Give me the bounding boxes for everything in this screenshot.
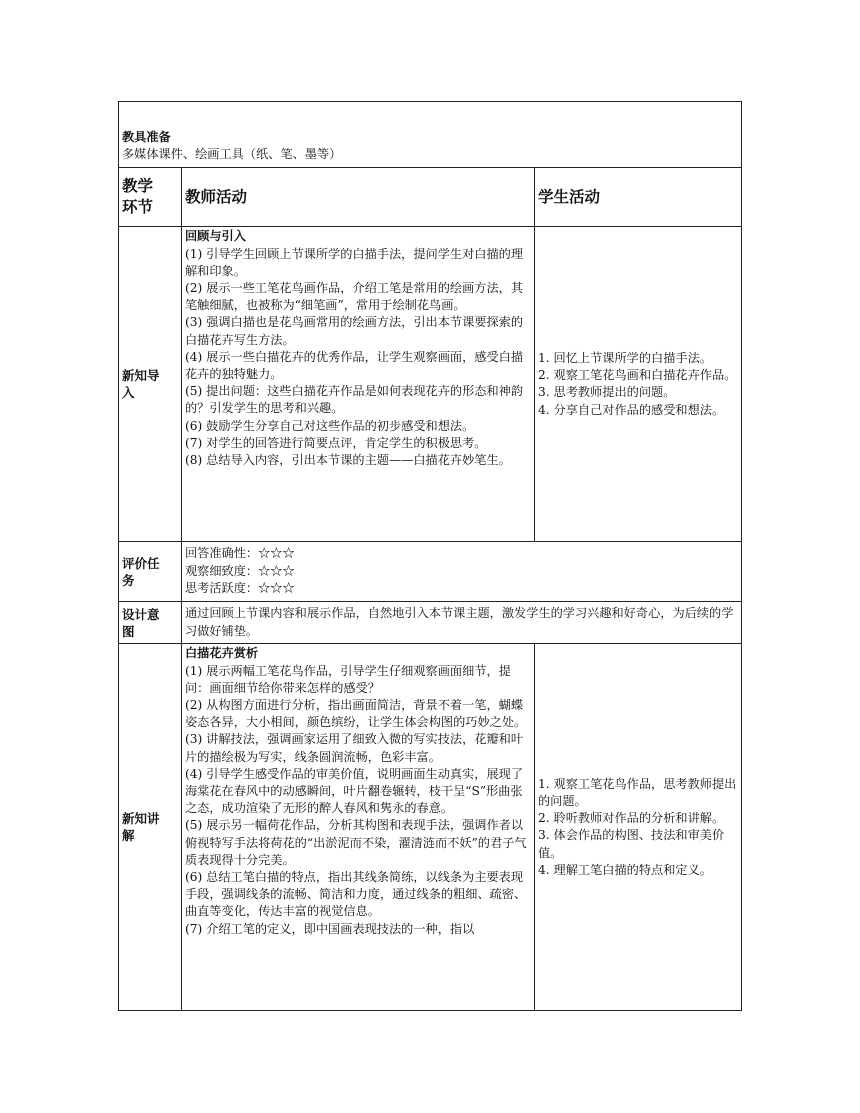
section1-teacher-item: (8) 总结导入内容，引出本节课的主题——白描花卉妙笔生。 [185,453,511,468]
section1-teacher-item: (3) 强调白描也是花鸟画常用的绘画方法，引出本节课要探索的白描花卉写生方法。 [185,315,524,347]
section2-teacher-item: (2) 从构图方面进行分析，指出画面简洁，背景不着一笔，蝴蝶姿态各异，大小相间，颜色缤纷，让学生体会构图的巧妙之处。 [185,698,527,730]
header-stage [119,168,182,227]
section1-student-cell [535,227,742,542]
section1-teacher-item: (7) 对学生的回答进行简要点评，肯定学生的积极思考。 [185,435,487,450]
evaluation-item: 回答准确性：☆☆☆ [185,546,295,561]
section2-student-item: 4. 理解工笔白描的特点和定义。 [538,862,712,877]
section1-student-item: 1. 回忆上节课所学的白描手法。 [538,351,712,365]
section1-teacher-item: (2) 展示一些工笔花鸟画作品，介绍工笔是常用的绘画方法，其笔触细腻，也被称为“细笔画”，常用于绘制花鸟画。 [185,281,524,313]
evaluation-stage-label: 评价任务 [122,555,160,588]
section2-teacher-item: (6) 总结工笔白描的特点，指出其线条简练，以线条为主要表现手段，强调线条的流畅、简洁和力度，通过线条的粗细、疏密、曲直等变化，传达丰富的视觉信息。 [185,870,527,919]
section2-title: 白描花卉赏析 [185,646,259,661]
section1-title: 回顾与引入 [185,229,246,244]
prep-cell [119,102,742,168]
section1-teacher-item: (4) 展示一些白描花卉的优秀作品，让学生观察画面，感受白描花卉的独特魅力。 [185,349,524,382]
lesson-plan-page [118,101,741,1011]
section2-student-cell [535,644,742,1011]
evaluation-cell [182,542,742,602]
prep-title: 教具准备 [122,130,171,144]
section2-row [119,644,742,1011]
section2-student-item: 2. 聆听教师对作品的分析和讲解。 [538,811,725,826]
section1-teacher-cell [182,227,535,542]
design-cell [182,602,742,644]
header-row [119,168,742,227]
section2-teacher-cell [182,644,535,1011]
design-row [119,602,742,644]
prep-content: 多媒体课件、绘画工具（纸、笔、墨等） [122,147,342,162]
design-stage-label: 设计意图 [122,606,160,639]
section1-row [119,227,742,542]
section1-stage-cell [119,227,182,542]
section2-teacher-item: (7) 介绍工笔的定义，即中国画表现技法的一种，指以 [185,921,475,936]
section2-student-item: 1. 观察工笔花鸟作品，思考教师提出的问题。 [538,776,737,808]
section2-stage-label: 新知讲解 [122,811,160,844]
section1-student-item: 4. 分享自己对作品的感受和想法。 [538,402,725,417]
design-stage-cell [119,602,182,644]
header-stage-label: 教学环节 [122,177,154,217]
section1-teacher-item: (5) 提出问题：这些白描花卉作品是如何表现花卉的形态和神韵的？引发学生的思考和兴趣。 [185,384,524,416]
section1-student-item: 2. 观察工笔花鸟画和白描花卉作品。 [538,368,737,383]
section2-teacher-item: (1) 展示两幅工笔花鸟作品，引导学生仔细观察画面细节，提问：画面细节给你带来怎样的感受？ [185,663,511,695]
design-content: 通过回顾上节课内容和展示作品，自然地引入本节课主题，激发学生的学习兴趣和好奇心，为后续的学习做好铺垫。 [185,606,734,638]
header-student: 学生活动 [535,168,742,227]
evaluation-item: 思考活跃度：☆☆☆ [185,580,295,595]
prep-row [119,102,742,168]
section2-student-item: 3. 体会作品的构图、技法和审美价值。 [538,828,725,860]
evaluation-item: 观察细致度：☆☆☆ [185,563,295,578]
evaluation-stage-cell [119,542,182,602]
section1-stage-label: 新知导入 [122,368,160,401]
section1-teacher-item: (6) 鼓励学生分享自己对这些作品的初步感受和想法。 [185,418,475,433]
lesson-plan-table [118,101,742,1011]
section2-teacher-item: (5) 展示另一幅荷花作品，分析其构图和表现手法，强调作者以俯视特写手法将荷花的“出淤泥而不染，濯清涟而不妖”的君子气质表现得十分完美。 [185,818,527,867]
section1-student-item: 3. 思考教师提出的问题。 [538,385,676,400]
section2-stage-cell [119,644,182,1011]
header-teacher: 教师活动 [182,168,535,227]
section2-teacher-item: (4) 引导学生感受作品的审美价值，说明画面生动真实，展现了海棠花在春风中的动感瞬间，叶片翻卷辗转，枝干呈“S”形曲张之态，成功渲染了无形的醉人春风和隽永的春意。 [185,766,524,816]
section2-teacher-item: (3) 讲解技法，强调画家运用了细致入微的写实技法，花瓣和叶片的描绘极为写实，线条圆润流畅，色彩丰富。 [185,732,524,764]
evaluation-row [119,542,742,602]
section1-teacher-item: (1) 引导学生回顾上节课所学的白描手法，提问学生对白描的理解和印象。 [185,246,524,278]
